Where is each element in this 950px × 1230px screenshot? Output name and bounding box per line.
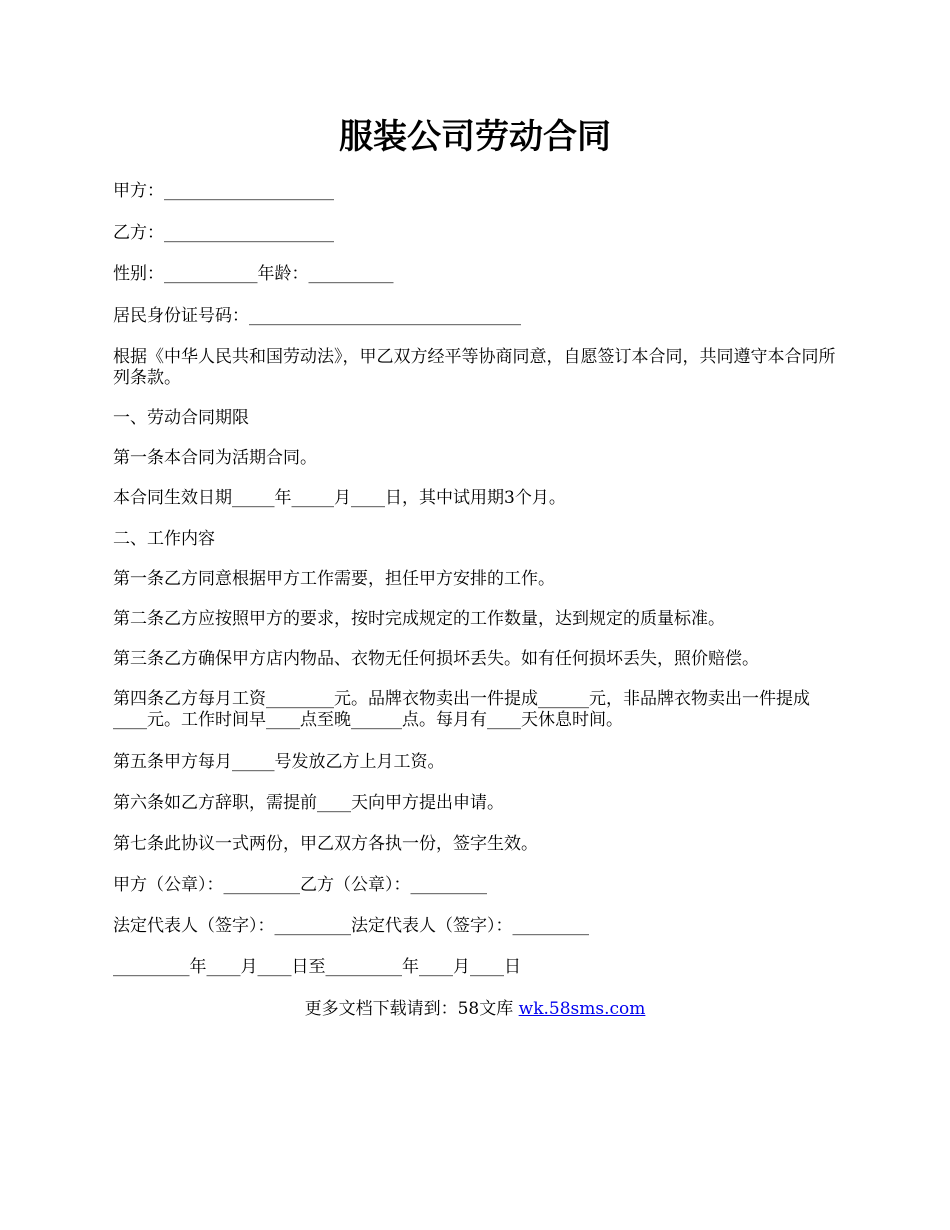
section-heading-term: 一、劳动合同期限 [113, 408, 249, 428]
preamble-paragraph: 根据《中华人民共和国劳动法》，甲乙双方经平等协商同意，自愿签订本合同，共同遵守本合同所列条款。 [113, 347, 836, 388]
footer [0, 998, 950, 1020]
document-title: 服装公司劳动合同 [339, 117, 611, 157]
clause-work-1: 第一条乙方同意根据甲方工作需要，担任甲方安排的工作。 [113, 569, 555, 589]
legal-rep-signature-line: 法定代表人（签字）：_________法定代表人（签字）：_________ [113, 916, 589, 936]
gender-age-line: 性别：___________年龄：__________ [113, 264, 394, 284]
seal-line: 甲方（公章）：_________乙方（公章）：_________ [113, 875, 487, 895]
party-b-line: 乙方：____________________ [113, 223, 334, 243]
party-a-line: 甲方：____________________ [113, 181, 334, 201]
clause-work-6: 第六条如乙方辞职，需提前____天向甲方提出申请。 [113, 793, 504, 813]
clause-effective-date: 本合同生效日期_____年_____月____日，其中试用期3个月。 [113, 488, 566, 508]
date-range-line: _________年____月____日至_________年____月____日 [113, 957, 521, 977]
footer-text: 更多文档下载请到：58文库 [304, 999, 519, 1019]
clause-work-7: 第七条此协议一式两份，甲乙双方各执一份，签字生效。 [113, 834, 538, 854]
clause-term-1: 第一条本合同为活期合同。 [113, 448, 317, 468]
id-number-line: 居民身份证号码：________________________________ [113, 306, 521, 326]
clause-work-5: 第五条甲方每月_____号发放乙方上月工资。 [113, 752, 445, 772]
clause-work-4: 第四条乙方每月工资________元。品牌衣物卖出一件提成______元，非品牌衣物卖出一件提成____元。工作时间早____点至晚______点。每月有____天休息时间。 [113, 689, 810, 730]
clause-work-3: 第三条乙方确保甲方店内物品、衣物无任何损坏丢失。如有任何损坏丢失，照价赔偿。 [113, 649, 759, 669]
footer-link[interactable]: wk.58sms.com [518, 999, 646, 1019]
clause-work-2: 第二条乙方应按照甲方的要求，按时完成规定的工作数量，达到规定的质量标准。 [113, 609, 725, 629]
section-heading-work: 二、工作内容 [113, 529, 215, 549]
